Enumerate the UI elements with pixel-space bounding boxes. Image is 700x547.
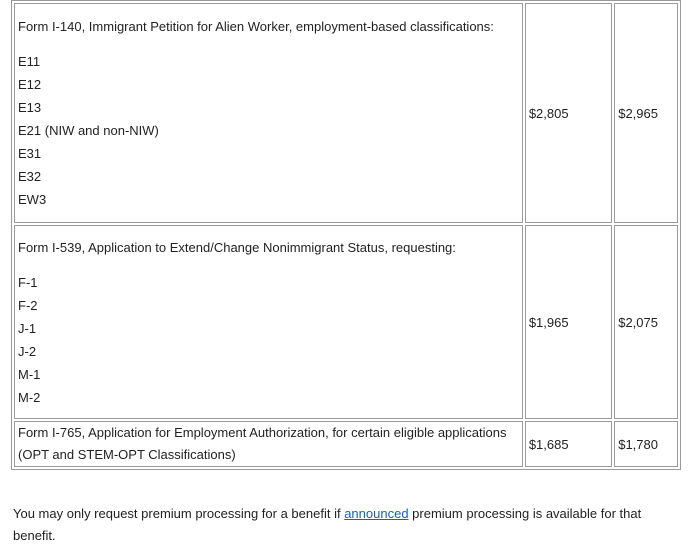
classification-code: M-2 [18, 389, 41, 405]
classification-code: E31 [18, 146, 42, 161]
fee-cell: $1,780 [614, 421, 678, 467]
classification-code: E12 [18, 77, 42, 92]
classification-code: J-1 [18, 320, 37, 336]
fee-cell: $1,965 [525, 225, 612, 419]
form-description-cell [14, 421, 523, 467]
premium-processing-fee-table [11, 0, 681, 470]
fee-cell: $2,805 [525, 3, 612, 223]
classification-code: F-2 [18, 297, 38, 313]
table-row [14, 421, 678, 467]
premium-processing-note: You may only request premium processing for a benefit if announced premium processing is available for that benefit. [13, 506, 642, 543]
classification-code: J-2 [18, 343, 37, 359]
classification-code: E32 [18, 169, 42, 184]
fee-cell: $2,965 [614, 3, 678, 223]
fee-cell: $2,075 [614, 225, 678, 419]
form-title: Form I-765, Application for Employment Authorization, for certain eligible applications (OPT and STEM-OPT Classifications) [18, 425, 507, 462]
table-row [14, 225, 678, 419]
classification-code: E11 [18, 54, 41, 69]
table-row [14, 3, 678, 223]
classification-code: EW3 [18, 192, 47, 207]
classification-code: F-1 [18, 274, 38, 290]
form-description-cell [14, 225, 523, 419]
announced-link[interactable]: announced [344, 506, 409, 521]
classification-code: E21 (NIW and non-NIW) [18, 123, 159, 138]
classification-code: M-1 [18, 366, 41, 382]
fee-cell: $1,685 [525, 421, 612, 467]
classification-code: E13 [18, 100, 42, 115]
form-title: Form I-140, Immigrant Petition for Alien Worker, employment-based classifications: [18, 19, 494, 34]
form-description-cell [14, 3, 523, 223]
form-title: Form I-539, Application to Extend/Change Nonimmigrant Status, requesting: [18, 239, 456, 255]
